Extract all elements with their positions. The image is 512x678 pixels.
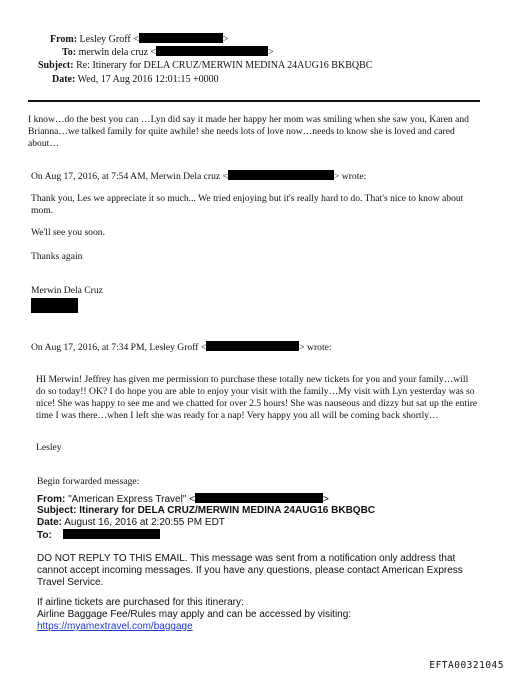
header-from-value: Lesley Groff <: [79, 34, 139, 45]
airline-info-line: Airline Baggage Fee/Rules may apply and can be accessed by visiting:: [37, 609, 352, 620]
signature-name: Lesley: [36, 442, 62, 453]
message-paragraph: I know…do the best you can …Lyn did say it made her happy her mom was smiling when she saw you, Karen and Brianna…we talked family for quite awhile! she needs lots of love now…needs to know she is loved and cared about…: [28, 114, 469, 149]
document-id: EFTA00321045: [429, 660, 504, 671]
quoted-paragraph: HI Merwin! Jeffrey has given me permission to purchase these totally new tickets for you and your family…will do so today!! OK? I do hope you are able to enjoy your visit with the family…My visit with Lyn yesterday was so nice! She was happy to see me and we chatted for over 2.5 hours! She was nauseous and dizzy but sat up the entire time I was there…when I left she was ready for a nap! Very happy you all will be coming back shortly…: [36, 374, 478, 421]
header-date-label: Date:: [52, 74, 76, 85]
forwarded-to: [37, 529, 160, 542]
header-date: [52, 73, 219, 86]
redaction-bar: [228, 170, 334, 180]
quote-attribution: [31, 341, 486, 354]
forwarded-subject-value: Itinerary for DELA CRUZ/MERWIN MEDINA 24AUG16 BKBQBC: [79, 505, 376, 516]
forwarded-subject-label: Subject:: [37, 505, 77, 516]
quoted-paragraph: We'll see you soon.: [31, 227, 105, 238]
header-to-value: merwin dela cruz <: [78, 47, 157, 58]
redaction-bar: [139, 33, 223, 43]
header-subject-value: Re: Itinerary for DELA CRUZ/MERWIN MEDINA 24AUG16 BKBQBC: [76, 60, 373, 71]
header-to-label: To:: [62, 47, 77, 58]
forwarded-from-value: "American Express Travel" <: [68, 494, 195, 505]
forwarded-subject: [37, 505, 375, 517]
header-divider: [28, 100, 480, 102]
quoted-paragraph: Thank you, Les we appreciate it so much... We tried enjoying but it's really hard to do. That's nice to know about mom.: [31, 193, 464, 216]
quote-attribution: [31, 170, 486, 183]
quote-attribution-suffix: > wrote:: [334, 171, 367, 182]
header-subject: [38, 59, 372, 72]
header-subject-label: Subject:: [38, 60, 74, 71]
forwarded-from-end: >: [323, 494, 329, 505]
header-from-end: >: [222, 34, 229, 45]
signature-name: Merwin Dela Cruz: [31, 285, 103, 296]
forwarded-date: [37, 517, 225, 529]
quote-attribution-prefix: On Aug 17, 2016, at 7:54 AM, Merwin Dela cruz <: [31, 171, 228, 182]
forwarded-intro: Begin forwarded message:: [37, 476, 140, 487]
airline-info-line: If airline tickets are purchased for this itinerary:: [37, 597, 244, 608]
redaction-bar: [63, 529, 160, 539]
forwarded-notice: DO NOT REPLY TO THIS EMAIL. This message was sent from a notification only address that cannot accept incoming messages. If you have any questions, please contact American Express Travel Service.: [37, 553, 463, 588]
baggage-link[interactable]: https://myamextravel.com/baggage: [37, 621, 193, 632]
forwarded-date-label: Date:: [37, 517, 63, 528]
redaction-bar: [195, 493, 323, 503]
header-to: [62, 46, 274, 59]
header-from-label: From:: [50, 34, 78, 45]
header-date-value: Wed, 17 Aug 2016 12:01:15 +0000: [77, 74, 219, 85]
redaction-bar: [31, 298, 78, 313]
header-to-end: >: [268, 47, 274, 58]
forwarded-date-value: August 16, 2016 at 2:20:55 PM EDT: [64, 517, 225, 528]
quote-attribution-prefix: On Aug 17, 2016, at 7:34 PM, Lesley Groff <: [31, 342, 207, 353]
header-from: [50, 33, 229, 46]
redaction-bar: [156, 46, 268, 56]
quoted-paragraph: Thanks again: [31, 251, 83, 262]
forwarded-to-label: To:: [37, 530, 52, 541]
quote-attribution-suffix: > wrote:: [299, 342, 332, 353]
redaction-bar: [206, 341, 299, 351]
forwarded-from-label: From:: [37, 494, 66, 505]
